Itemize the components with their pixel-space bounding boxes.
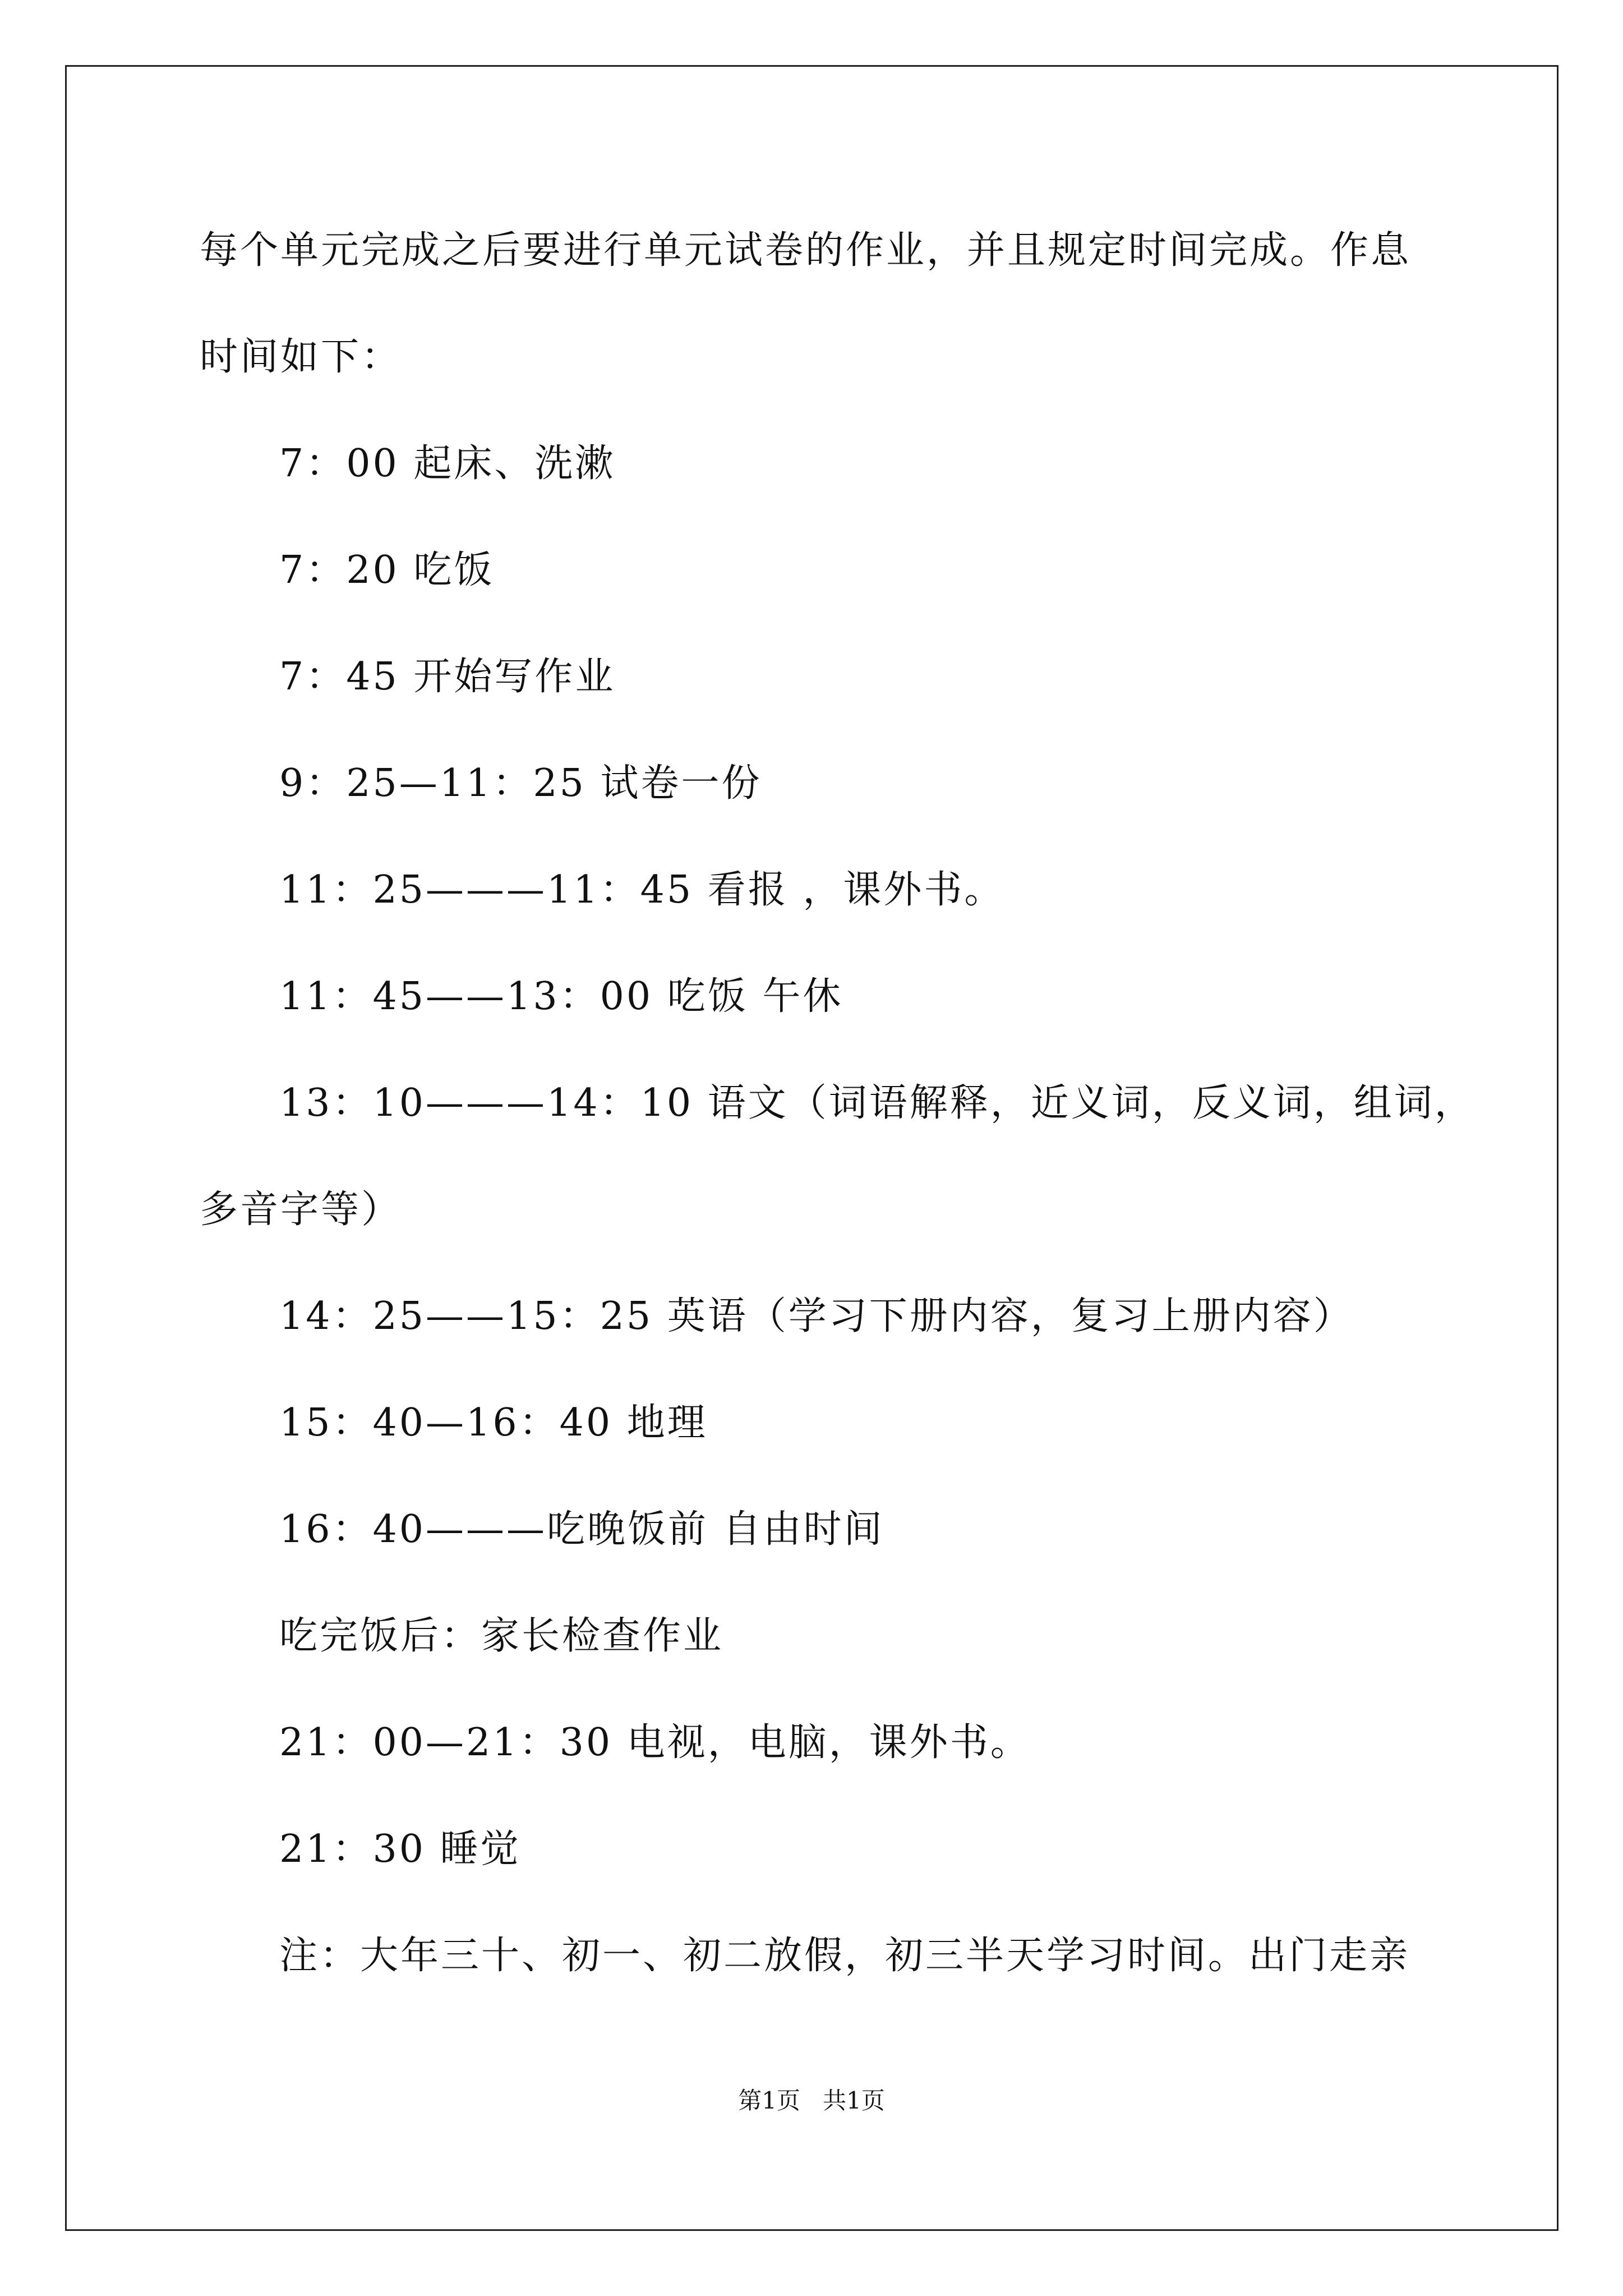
schedule-item-continuation: 多音字等） xyxy=(200,1188,402,1232)
schedule-item: 7：00 起床、洗漱 xyxy=(279,441,616,486)
schedule-item: 11：25———11：45 看报 ，课外书。 xyxy=(279,868,1005,912)
paragraph-line: 每个单元完成之后要进行单元试卷的作业，并且规定时间完成。作息 xyxy=(200,228,1412,273)
schedule-item: 13：10———14：10 语文（词语解释，近义词，反义词，组词， xyxy=(279,1081,1475,1125)
schedule-item: 11：45——13：00 吃饭 午休 xyxy=(279,974,843,1019)
schedule-item: 14：25——15：25 英语（学习下册内容，复习上册内容） xyxy=(279,1294,1354,1338)
paragraph-line: 时间如下： xyxy=(200,335,402,379)
schedule-item: 7：45 开始写作业 xyxy=(279,655,616,699)
note-paragraph: 注：大年三十、初一、初二放假，初三半天学习时间。出门走亲 xyxy=(279,1934,1410,1978)
schedule-item: 15：40—16：40 地理 xyxy=(279,1401,708,1445)
page-border xyxy=(65,65,1559,2231)
schedule-item: 16：40———吃晚饭前 自由时间 xyxy=(279,1507,884,1552)
schedule-item: 21：00—21：30 电视，电脑，课外书。 xyxy=(279,1720,1031,1765)
schedule-item: 21：30 睡觉 xyxy=(279,1827,521,1871)
schedule-item: 吃完饭后：家长检查作业 xyxy=(279,1614,724,1658)
schedule-item: 9：25—11：25 试卷一份 xyxy=(279,761,762,806)
schedule-item: 7：20 吃饭 xyxy=(279,548,495,592)
page-footer: 第1页 共1页 xyxy=(738,2087,885,2114)
